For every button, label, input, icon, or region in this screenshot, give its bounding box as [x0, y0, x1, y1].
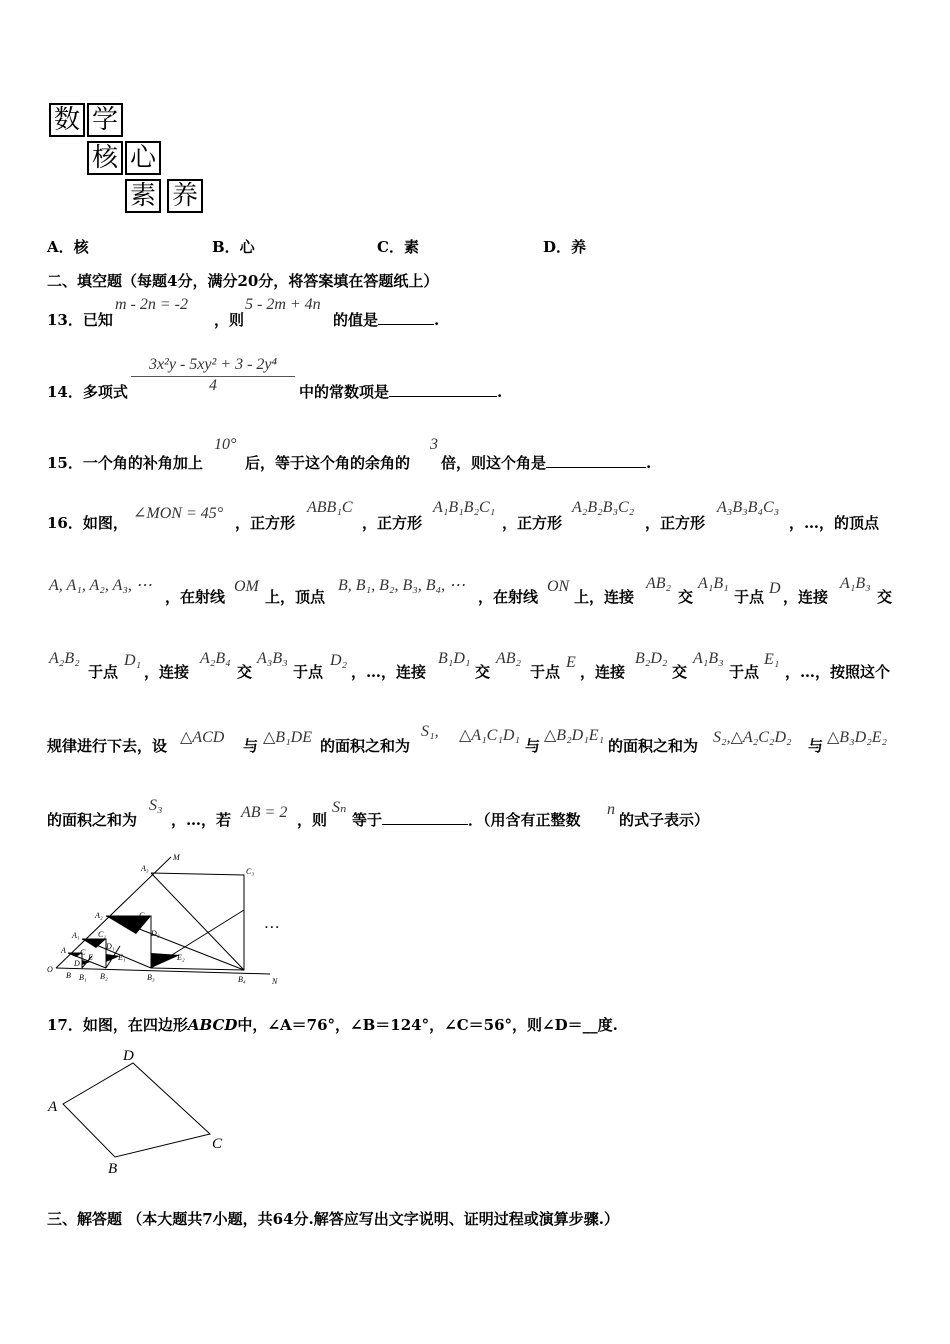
q15-number: 15．一个角的补角加上 [47, 454, 203, 472]
q16-ab2-second: AB₂ [496, 650, 522, 667]
q16-a2b2: A₂B₂ [49, 650, 80, 667]
q16-t4: △B₂D₁E₁ [544, 727, 605, 744]
continuation-dots: … [265, 915, 280, 932]
q16-l3e: 于点 [293, 663, 324, 681]
q13-end: . [434, 311, 440, 329]
q13-expr1: m - 2n = -2 [115, 296, 189, 313]
q16-b1d1: B₁D₁ [438, 650, 471, 667]
q14-tail [299, 381, 502, 402]
section-3-heading: 三、解答题 （本大题共7小题，共64分.解答应写出文字说明、证明过程或演算步骤.） [47, 1210, 619, 1228]
figure-16-point-label: E₁ [118, 953, 126, 962]
figure-16-point-label: A [61, 946, 66, 955]
q15-degree: 10° [214, 436, 237, 453]
q15-end: . [646, 454, 652, 472]
figure-16-point-label: C [80, 948, 86, 957]
q16-l1e: ，正方形 [645, 514, 706, 532]
q16-l5c: ，则 [297, 811, 328, 829]
option-c: C．素 [377, 238, 419, 256]
q16-d: D [769, 580, 781, 597]
q17-abcd: ABCD [187, 1016, 238, 1034]
q17-sep: ， [335, 1016, 351, 1034]
figure-16-point-label: A₁ [72, 931, 80, 940]
q14-denominator: 4 [209, 377, 217, 394]
label-a: A [48, 1099, 58, 1115]
figure-16 [40, 850, 300, 990]
answer-blank[interactable] [546, 453, 646, 468]
figure-16-point-label: E [88, 953, 93, 962]
q16-l4e: 的面积之和为 [608, 737, 699, 755]
cube-cell: 学 [87, 103, 123, 137]
q16-sn: Sₙ [332, 799, 347, 816]
q16-b-points: B, B₁, B₂, B₃, B₄, ⋯ [338, 577, 466, 594]
q16-l1b: ，正方形 [235, 514, 296, 532]
q16-ab2: AB₂ [646, 575, 672, 592]
figure-16-point-label: N [272, 977, 278, 986]
q16-l4a: 规律进行下去，设 [47, 737, 168, 755]
q13-number: 13．已知 [47, 311, 113, 329]
q15-mid: 后，等于这个角的余角的 [245, 454, 411, 472]
shaded-triangle [151, 953, 180, 968]
cube-cell: 心 [125, 141, 161, 175]
q16-d2: D₂ [330, 652, 348, 669]
q14-numerator: 3x²y - 5xy² + 3 - 2y⁴ [131, 356, 295, 377]
q16-on: ON [547, 578, 570, 595]
q16-a1b3-second: A₁B₃ [693, 650, 724, 667]
q16-l2d: ，在射线 [478, 588, 539, 606]
q16-l2g: 于点 [734, 588, 765, 606]
quadrilateral-abcd [63, 1063, 210, 1157]
figure-17 [40, 1040, 240, 1180]
q16-l4c: 的面积之和为 [320, 737, 411, 755]
q16-l3g: 交 [475, 663, 491, 681]
q14-end: . [497, 383, 503, 401]
figure-16-point-label: B [66, 971, 71, 980]
q16-n: n [607, 801, 615, 818]
q16-e1: E₁ [764, 651, 780, 668]
q16-a-points: A, A₁, A₂, A₃, ⋯ [49, 577, 152, 594]
q16-om: OM [234, 578, 259, 595]
option-b: B．心 [212, 238, 255, 256]
figure-16-point-label: C₁ [98, 930, 107, 939]
figure-16-point-label: M [173, 853, 180, 862]
q14-number: 14．多项式 [47, 383, 128, 401]
q16-l4f: 与 [808, 737, 824, 755]
cube-cell: 核 [87, 141, 123, 175]
q16-l3f: ，…，连接 [351, 663, 427, 681]
q17-angle-a: ∠A＝76° [267, 1016, 336, 1034]
answer-blank[interactable] [389, 382, 497, 397]
figure-16-point-label: D [74, 959, 80, 968]
q17-ask: ，则∠D＝__度. [512, 1016, 618, 1034]
q16-l3b: 于点 [88, 663, 119, 681]
q16-sq1: ABB₁C [307, 499, 353, 516]
q16-s1: S₁, [421, 723, 439, 740]
section-2-heading: 二、填空题（每题4分，满分20分，将答案填在答题纸上） [47, 272, 439, 290]
q16-l5f: 的式子表示） [619, 811, 710, 829]
q16-a3b3: A₃B₃ [257, 650, 288, 667]
ray-om [56, 857, 171, 968]
q16-l2e: 上，连接 [574, 588, 635, 606]
figure-16-point-label: B₄ [238, 975, 246, 984]
figure-16-point-label: B₁ [79, 973, 87, 982]
q16-l3j: 交 [672, 663, 688, 681]
figure-16-point-label: A₃ [141, 864, 149, 873]
q16-l3i: ，连接 [580, 663, 626, 681]
label-d: D [123, 1048, 134, 1064]
q16-l1d: ，正方形 [502, 514, 563, 532]
q16-l2c: 上，顶点 [265, 588, 326, 606]
cube-cell: 养 [167, 179, 203, 213]
q16-l2f: 交 [678, 588, 694, 606]
q16-t1: △ACD [180, 729, 225, 746]
q16-sq2: A₁B₁B₂C₁ [433, 499, 496, 516]
q17-sep: ， [429, 1016, 445, 1034]
q16-s2: S₂,△A₂C₂D₂ [713, 729, 792, 746]
q15-k: 3 [430, 436, 438, 453]
q16-l1f: ，…，的顶点 [789, 514, 880, 532]
q15-tail-text: 倍，则这个角是 [441, 454, 547, 472]
q17-angle-b: ∠B＝124° [350, 1016, 430, 1034]
figure-16-point-label: B₂ [100, 972, 108, 981]
figure-16-point-label: A₂ [95, 911, 103, 920]
q15-tail [441, 452, 651, 473]
q16-l2h: ，连接 [783, 588, 829, 606]
q16-b2d2: B₂D₂ [635, 650, 668, 667]
q16-l4d: 与 [525, 737, 541, 755]
figure-16-point-label: C₂ [139, 911, 148, 920]
q17-mid: 中， [237, 1016, 268, 1034]
figure-16-point-label: D₂ [151, 929, 160, 938]
q16-l5d [352, 809, 581, 830]
q16-l1c: ，正方形 [362, 514, 423, 532]
label-b: B [108, 1161, 118, 1177]
cube-cell: 数 [49, 103, 85, 137]
figure-16-point-label: C₃ [246, 867, 255, 876]
q17-number: 17．如图，在四边形 [47, 1016, 188, 1034]
q16-l2i: 交 [877, 588, 893, 606]
ray-on [56, 968, 270, 974]
q17-text [47, 1014, 618, 1035]
q14-tail-text: 中的常数项是 [299, 383, 390, 401]
q16-a1b3: A₁B₃ [840, 575, 871, 592]
q16-s3: S₃ [149, 797, 163, 814]
answer-blank[interactable] [378, 310, 434, 325]
q16-l3k: 于点 [729, 663, 760, 681]
q16-d1: D₁ [124, 652, 142, 669]
q16-l5a: 的面积之和为 [47, 811, 138, 829]
q16-l3d: 交 [237, 663, 253, 681]
q13-mid: ，则 [214, 311, 245, 329]
q16-l3h: 于点 [530, 663, 561, 681]
figure-16-point-label: D₁ [106, 942, 115, 951]
q13-tail [333, 309, 439, 330]
q16-l2b: ，在射线 [165, 588, 226, 606]
option-d: D．养 [543, 238, 587, 256]
q17-angle-c: ∠C＝56° [444, 1016, 513, 1034]
q16-a1b1: A₁B₁ [698, 575, 729, 592]
figure-16-point-label: O [47, 965, 53, 974]
label-c: C [212, 1136, 223, 1152]
q16-l5d-text: 等于 [352, 811, 383, 829]
option-a: A．核 [47, 238, 89, 256]
q16-l3c: ，连接 [144, 663, 190, 681]
q16-l1a: 16．如图， [47, 514, 128, 532]
q16-sq3: A₂B₂B₃C₂ [572, 499, 635, 516]
shaded-triangle [82, 939, 106, 948]
q16-l4b: 与 [243, 737, 259, 755]
figure-16-point-label: B₃ [147, 973, 155, 982]
q16-l5e: ．（用含有正整数 [468, 811, 581, 829]
q13-tail-text: 的值是 [333, 311, 379, 329]
q16-ab: AB = 2 [241, 804, 288, 821]
q13-expr2: 5 - 2m + 4n [245, 296, 321, 313]
q16-t5: △B₃D₂E₂ [827, 729, 888, 746]
q16-t2: △B₁DE [263, 729, 312, 746]
q16-t3: △A₁C₁D₁ [459, 727, 520, 744]
q16-sq4: A₃B₃B₄C₃ [717, 499, 780, 516]
q14-fraction [131, 356, 295, 395]
answer-blank[interactable] [382, 810, 468, 825]
cube-cell: 素 [125, 179, 161, 213]
q16-e: E [566, 654, 576, 671]
q16-a2b4: A₂B₄ [200, 650, 231, 667]
q16-l5b: ，…，若 [171, 811, 232, 829]
q16-angle: ∠MON = 45° [133, 505, 224, 522]
q16-l3l: ，…，按照这个 [785, 663, 891, 681]
figure-16-point-label: E₂ [177, 953, 185, 962]
